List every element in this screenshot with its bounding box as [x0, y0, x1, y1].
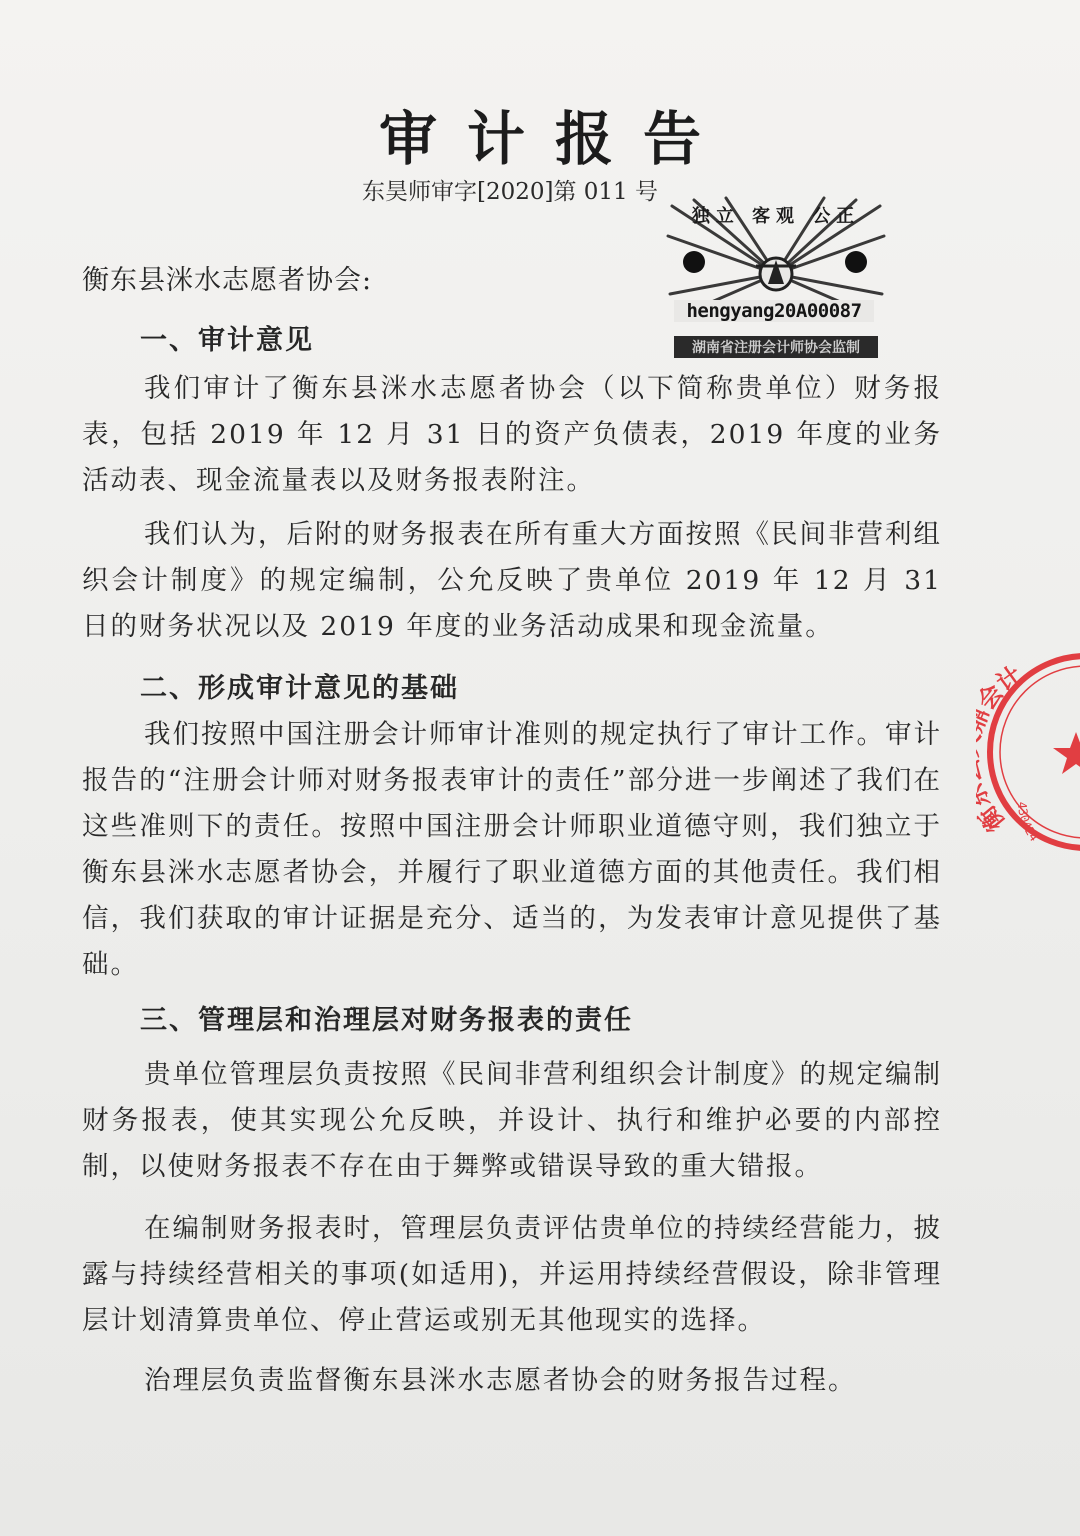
paragraph: 治理层负责监督衡东县洣水志愿者协会的财务报告过程。: [144, 1365, 857, 1396]
seal-bottom-text: [664, 336, 888, 358]
red-company-seal: [976, 652, 1080, 852]
addressee: 衡东县洣水志愿者协会:: [82, 265, 373, 296]
svg-text:独立 客观 公正: 独立 客观 公正: [691, 206, 861, 227]
svg-text:湖南省注册会计师协会监制: 湖南省注册会计师协会监制: [692, 340, 860, 356]
report-title: 审计报告: [378, 105, 731, 173]
anti-counterfeit-seal: [664, 196, 888, 366]
paragraph: 贵单位管理层负责按照《民间非营利组织会计制度》的规定编制财务报表，使其实现公允反映，并设计、执行和维护必要的内部控制，以使财务报表不存在由于舞弊或错误导致的重大错报。: [82, 1059, 942, 1182]
section-heading-management-responsibility: 三、管理层和治理层对财务报表的责任: [140, 1005, 633, 1036]
paragraph: 在编制财务报表时，管理层负责评估贵单位的持续经营能力，披露与持续经营相关的事项(如适用)，并运用持续经营假设，除非管理层计划清算贵单位、停止营运或别无其他现实的选择。: [82, 1213, 942, 1336]
seal-top-text: [664, 196, 888, 256]
section-heading-audit-opinion: 一、审计意见: [140, 325, 314, 356]
paragraph: 我们审计了衡东县洣水志愿者协会（以下简称贵单位）财务报表，包括 2019 年 12 月 31 日的资产负债表，2019 年度的业务活动表、现金流量表以及财务报表附注。: [82, 373, 942, 496]
section-heading-basis-for-opinion: 二、形成审计意见的基础: [140, 673, 459, 704]
svg-text:衡东县天鼎会计: 衡 计: [976, 660, 1028, 837]
paragraph: 我们认为，后附的财务报表在所有重大方面按照《民间非营利组织会计制度》的规定编制，公允反映了贵单位 2019 年 12 月 31 日的财务状况以及 2019 年度的业务活动成果和现金流量。: [82, 519, 942, 642]
seal-code: hengyang20A00087: [674, 300, 874, 322]
svg-text:430424: 430424: [1014, 801, 1042, 845]
document-number: 东昊师审字[2020]第 011 号: [361, 179, 658, 205]
paragraph: 我们按照中国注册会计师审计准则的规定执行了审计工作。审计报告的“注册会计师对财务报表审计的责任”部分进一步阐述了我们在这些准则下的责任。按照中国注册会计师职业道德守则，我们独立于衡东县洣水志愿者协会，并履行了职业道德方面的其他责任。我们相信，我们获取的审计证据是充分、适当的，为发表审计意见提供了基础。: [82, 719, 942, 980]
red-seal-graphic: [976, 652, 1080, 852]
